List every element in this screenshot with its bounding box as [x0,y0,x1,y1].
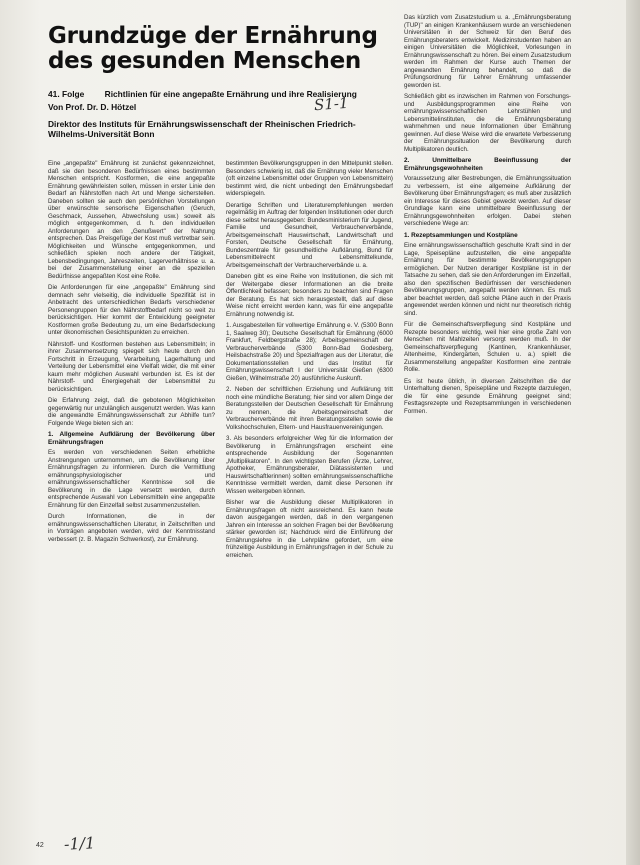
paragraph: 3. Als besonders erfolgreicher Weg für die Information der Bevölkerung in Ernährungsfragen erscheint eine entsprechende Ausbildung der Sogenannten „Multiplikatoren". In den wichtigsten Berufen (Ärzte, Lehrer, Apotheker, Ernährungsberater, Diätassistenten und Hauswirtschaftlerinnen) sollten ernährungswissenschaftliche Kenntnisse vermittelt werden, damit diese Personen ihr Wissen weitergeben können. [226,435,393,495]
paragraph: Bisher war die Ausbildung dieser Multiplikatoren in Ernährungsfragen oft nicht ausreichend. Es kann heute davon ausgegangen werden, daß in den vergangenen Jahren ein Interesse an solchen Fragen bei der Bevölkerung stärker geworden ist; Nachdruck wird die Einführung der Ernährungslehre in die Lehrpläne gefordert, um eine frühzeitige Ausbildung in Ernährungsfragen in der Schule zu erreichen. [226,499,393,559]
article-title [48,24,378,74]
paragraph: 1. Ausgabestellen für vollwertige Ernährung e. V. (5300 Bonn 1, Saalweg 30); Deutsche Gesellschaft für Ernährung (6000 Frankfurt, Feldbergstraße 28); Arbeitsgemeinschaft der Verbraucherverbände (5300 Bonn-Bad Godesberg, Heilsbachstraße 20) und Spezialfragen aus der Literatur, die Dokumentationsstellen und das Institut für Ernährungswissenschaft I der Universität Gießen (6300 Gießen, Wilhelmstraße 20) ausführliche Auskunft. [226,322,393,382]
paragraph: Es ist heute üblich, in diversen Zeitschriften die der Unterhaltung dienen, Speisepläne und Rezepte darzulegen, die für eine gesunde Ernährung geeignet sind; Festtagsrezepte und Rezeptsammlungen in verschiedenen Formen. [404,377,571,415]
series-line [48,89,357,99]
title-line-2: des gesunden Menschen [48,48,361,74]
title-line-1: Grundzüge der Ernährung [48,23,378,49]
series-topic: Richtlinien für eine angepaßte Ernährung und ihre Realisierung [104,89,357,99]
paragraph: Die Anforderungen für eine „angepaßte" Ernährung sind demnach sehr vielseitig, die individuelle Spezifität ist in Anbetracht des unterschiedlichen Bedarfs verschiedener Personengruppen für den Nährstoffbedarf nicht so weit zu berücksichtigen. Hier kommt der Entwicklung geeigneter Kostformen große Bedeutung zu, um eine Bedarfsdeckung unter ökonomischen Gesichtspunkten zu erreichen. [48,284,215,336]
paragraph: Schließlich gibt es inzwischen im Rahmen von Forschungs- und Ausbildungsprogrammen eine Reihe von ernährungswissenschaftlichen Lehrstühlen und Lebensmittelinstituten, die die Ernährungsberatung wahrnehmen und neue Informationen über Ernährung gewinnen. Auf diese Weise wird die erwartete Verbesserung der Ernährungssituation der Bevölkerung durch Multiplikatoren deutlich. [404,93,571,153]
paragraph: Derartige Schriften und Literaturempfehlungen werden regelmäßig im Auftrag der folgenden Institutionen oder durch diese selbst herausgegeben: Bundesministerium für Jugend, Familie und Gesundheit, Verbraucherverbände, Arbeitsgemeinschaft Hauswirtschaft, Landwirtschaft und Forsten, Deutsche Gesellschaft für Ernährung, Bundeszentrale für gesundheitliche Aufklärung, Bund für Lebensmittelrecht und Lebensmittelkunde, Arbeitsgemeinschaft der Verbraucherverbände u. a. [226,201,393,269]
handwritten-annotation-bottom: -1/1 [63,833,96,854]
paragraph: Voraussetzung aller Bestrebungen, die Ernährungssituation zu verbessern, ist eine allgemeine Aufklärung der Bevölkerung über Ernährungsfragen; es muß aber zusätzlich ein Interesse für dieses Gebiet geweckt werden. Auf dieser Grundlage kann eine unmittelbare Beeinflussung der Ernährungsgewohnheiten erfolgen. Dabei stehen verschiedene Wege an: [404,175,571,227]
paragraph: Die Erfahrung zeigt, daß die gebotenen Möglichkeiten gegenwärtig nur unzulänglich ausgenutzt werden. Was kann die angewandte Ernährungswissenschaft zur Abhilfe tun? Folgende Wege bieten sich an: [48,397,215,427]
paragraph: Eine „angepaßte" Ernährung ist zunächst gekennzeichnet, daß sie den besonderen Bedürfnissen eines bestimmten Menschen entspricht. Kostformen, die eine angepaßte Ernährung gewährleisten sollen, müssen in erster Linie den Bedarf an Nährstoffen nach Art und Menge sicherstellen. Daneben sollten sie auch den persönlichen Vorstellungen über erwünschte sensorische Eigenschaften (Geruch, Geschmack, Aussehen, Abwechslung usw.) soweit als möglich entgegenkommen, d. h. den individuellen Anforderungen an den „Genußwert" der Nahrung entsprechen. Das Preisgefüge der Kost muß vertretbar sein. Möglichkeiten und Wünsche entgegenkommen, und schließlich spielen noch andere der Tätigkeit, Lebensbedingungen, Jahreszeiten, Lagerverhältnisse u. a. bei der Zusammenstellung einer an die speziellen Bedürfnisse angepaßten Kost eine Rolle. [48,160,215,280]
page-number: 42 [36,842,44,849]
paragraph: Es werden von verschiedenen Seiten erhebliche Anstrengungen unternommen, um die Bevölkerung über Ernährungsfragen zu informieren. Durch die Vermittlung ernährungsphysiologischer und ernährungswissenschaftlicher Kenntnisse soll die Bevölkerung in die Lage versetzt werden, durch entsprechende Auswahl von Lebensmitteln eine angepaßte Ernährung für den Einzelfall selbst zusammenzustellen. [48,449,215,509]
author-affiliation: Direktor des Instituts für Ernährungswissenschaft der Rheinischen Friedrich-Wilhelms-Universität Bonn [48,119,356,139]
book-binding-edge [626,0,640,865]
paragraph: Nährstoff- und Kostformen bestehen aus Lebensmitteln; in ihrer Zusammensetzung spiegelt sich heute durch den Fortschritt in Erzeugung, Verarbeitung, Lagerhaltung und Verteilung der Lebensmittel eine Vielfalt wider, die mit einer kaum mehr möglichen Auswahl verbunden ist. Es ist der Nährstoff- und Energiegehalt der Lebensmittel zu berücksichtigen. [48,340,215,393]
handwritten-annotation-top: S1-1 [313,93,350,115]
paragraph: bestimmten Bevölkerungsgruppen in den Mittelpunkt stellen. Besonders schwierig ist, daß die Ernährung vieler Menschen (oft einzelne Lebensmittel oder Gruppen von Lebensmitteln) bestimmt wird, die nicht unbedingt den Ernährungsbedarf widerspiegeln. [226,160,393,197]
text-column-1 [48,160,215,838]
paragraph: Daneben gibt es eine Reihe von Institutionen, die sich mit der Weitergabe dieser Informationen an die breite Öffentlichkeit befassen; besonders zu beachten sind Fragen der Beratung. Es hat sich herausgestellt, daß auf diese Weise nicht erreicht werden kann, was für eine angepaßte Ernährung notwendig ist. [226,273,393,318]
text-column-2 [226,160,393,838]
paragraph: Für die Gemeinschaftsverpflegung sind Kostpläne und Rezepte besonders wichtig, weil hier eine große Zahl von Menschen mit Mahlzeiten versorgt werden muß. In der Gemeinschaftsverpflegung (Kantinen, Krankenhäuser, Altenheime, Kindergärten, Schulen u. a.) spielt die Zusammenstellung angepaßter Kostformen eine zentrale Rolle. [404,321,571,373]
paragraph: Das kürzlich vom Zusatzstudium u. a. „Ernährungsberatung (TUP)" an einigen Krankenhäusern wurde an verschiedenen Universitäten in der Schweiz für den Beruf des Ernährungsberaters entwickelt. Medizinstudenten haben an einigen Universitäten die Möglichkeit, Vorlesungen in Ernährungswissenschaft zu hören. Bei einem Zusatzstudium werden im Rahmen der Kurse auch Themen der angewandten Ernährung behandelt, so daß die Prüfungsordnung für Lehrer Ernährung umfassender geworden ist. [404,14,571,89]
section-heading: 1. Rezeptsammlungen und Kostpläne [404,231,518,239]
section-heading: 1. Allgemeine Aufklärung der Bevölkerung über Ernährungsfragen [48,431,215,446]
text-column-3 [404,14,571,844]
paragraph: Durch Informationen, die in der ernährungswissenschaftlichen Literatur, in Zeitschriften und in Vorträgen angeboten werden, wird der Kenntnisstand verbessert (z. B. Magazin Schwerkost), zur Ernährung. [48,513,215,543]
author-line: Von Prof. Dr. D. Hötzel [48,102,137,112]
series-number: 41. Folge [48,89,85,99]
paragraph: Eine ernährungswissenschaftlich geschulte Kraft sind in der Lage, Speisepläne aufzustellen, die eine angepaßte Ernährung für bestimmte Bevölkerungsgruppen ermöglichen. Der Nutzen derartiger Kostpläne ist in der Tatsache zu sehen, daß sie den Anforderungen im Einzelfall, also den spezifischen Bedürfnissen der verschiedenen Bevölkerungsgruppen, angepaßt werden können. Es muß aber beachtet werden, daß solche Pläne auch in der Praxis angewendet werden können und nicht nur theoretisch richtig sind. [404,242,571,317]
paragraph: 2. Neben der schriftlichen Erziehung und Aufklärung tritt noch eine mündliche Beratung; hier sind vor allem Dinge der Beratungsstellen der Deutschen Gesellschaft für Ernährung zu nennen, die Arbeitsgemeinschaft der Verbraucherverbände mit ihren Beratungsstellen sowie die Volkshochschulen, Eltern- und Hausfrauenvereinigungen. [226,386,393,431]
section-heading: 2. Unmittelbare Beeinflussung der Ernährungsgewohnheiten [404,157,571,172]
